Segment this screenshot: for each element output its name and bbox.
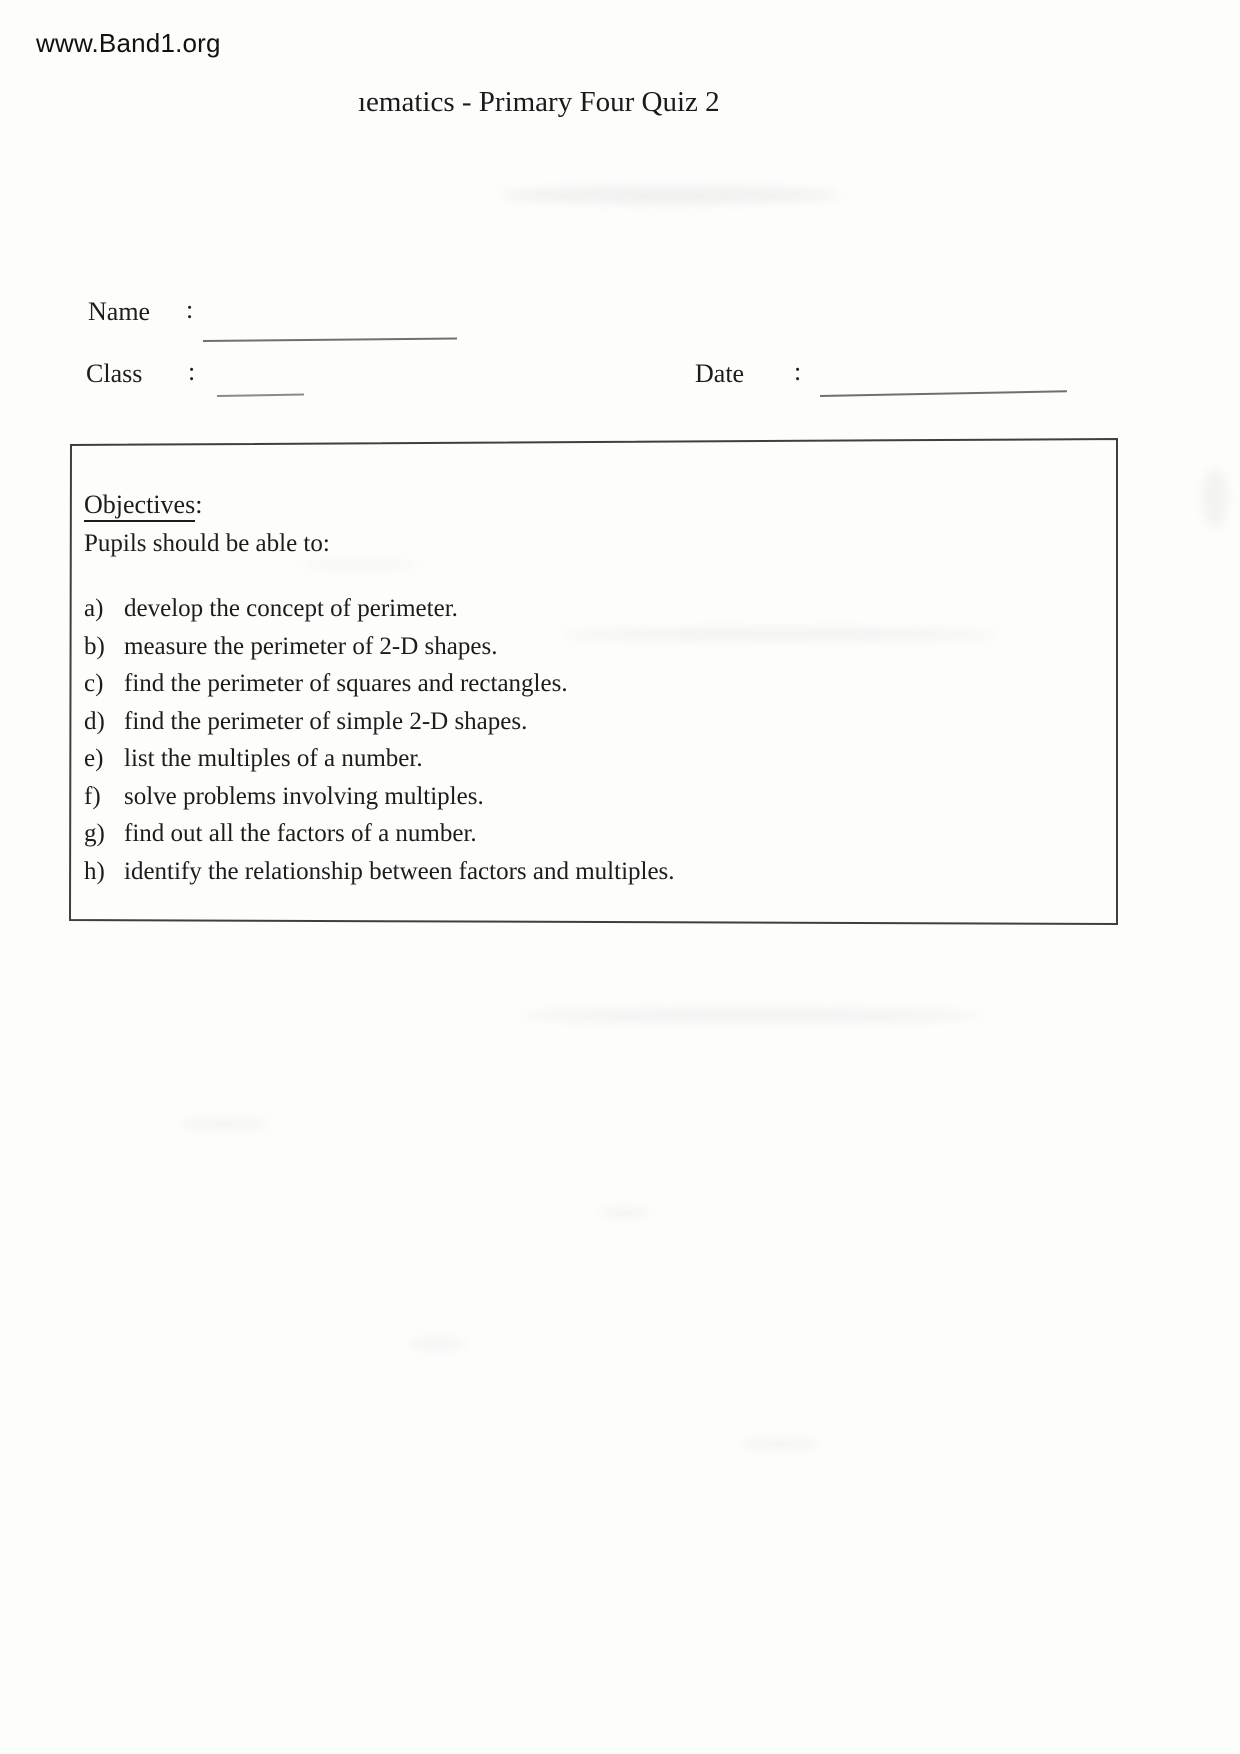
objective-item xyxy=(84,778,1064,816)
objective-marker: f) xyxy=(84,782,101,810)
objectives-heading-colon: : xyxy=(195,490,203,519)
objective-text: find out all the factors of a number. xyxy=(124,820,477,847)
objective-marker: c) xyxy=(84,670,104,697)
objective-item xyxy=(84,665,1064,703)
objective-marker: g) xyxy=(84,820,105,847)
objective-marker: h) xyxy=(84,857,105,885)
class-input-line xyxy=(217,393,304,397)
class-colon: : xyxy=(188,357,196,386)
objectives-list xyxy=(84,590,1064,890)
objectives-section xyxy=(84,490,1064,890)
name-input-line xyxy=(203,338,457,342)
date-label: Date xyxy=(695,359,745,388)
objective-text: identify the relationship between factors and multiples. xyxy=(124,857,675,885)
objective-text: develop the concept of perimeter. xyxy=(124,595,458,622)
objective-item xyxy=(84,703,1064,741)
objective-marker: b) xyxy=(84,632,105,660)
name-label: Name xyxy=(88,297,151,326)
name-colon: : xyxy=(186,295,194,324)
scan-artifact xyxy=(600,1208,650,1218)
scan-artifact xyxy=(1202,468,1228,528)
objectives-heading-text: Objectives xyxy=(84,490,195,522)
scan-artifact xyxy=(520,1008,980,1023)
objective-item xyxy=(84,628,1064,666)
objective-text: list the multiples of a number. xyxy=(124,745,423,772)
scan-artifact xyxy=(408,1338,468,1350)
page-title: ıematics - Primary Four Quiz 2 xyxy=(358,86,720,118)
objective-marker: d) xyxy=(84,707,105,735)
objective-marker: e) xyxy=(84,745,104,772)
objective-text: measure the perimeter of 2-D shapes. xyxy=(124,632,498,660)
date-colon: : xyxy=(794,357,802,386)
scan-artifact xyxy=(180,1118,270,1130)
objective-text: find the perimeter of squares and rectangles. xyxy=(124,670,568,697)
scan-artifact xyxy=(740,1438,820,1450)
class-label: Class xyxy=(86,359,143,388)
objective-item xyxy=(84,740,1064,778)
objectives-heading xyxy=(84,490,1064,520)
objective-item xyxy=(84,853,1064,891)
date-input-line xyxy=(820,390,1067,397)
objective-item xyxy=(84,815,1064,853)
scan-artifact xyxy=(500,186,840,204)
site-watermark: www.Band1.org xyxy=(36,28,221,58)
objectives-intro: Pupils should be able to: xyxy=(84,530,330,557)
objective-text: find the perimeter of simple 2-D shapes. xyxy=(124,707,528,735)
objective-item xyxy=(84,590,1064,628)
objective-text: solve problems involving multiples. xyxy=(124,782,484,810)
objective-marker: a) xyxy=(84,595,104,622)
